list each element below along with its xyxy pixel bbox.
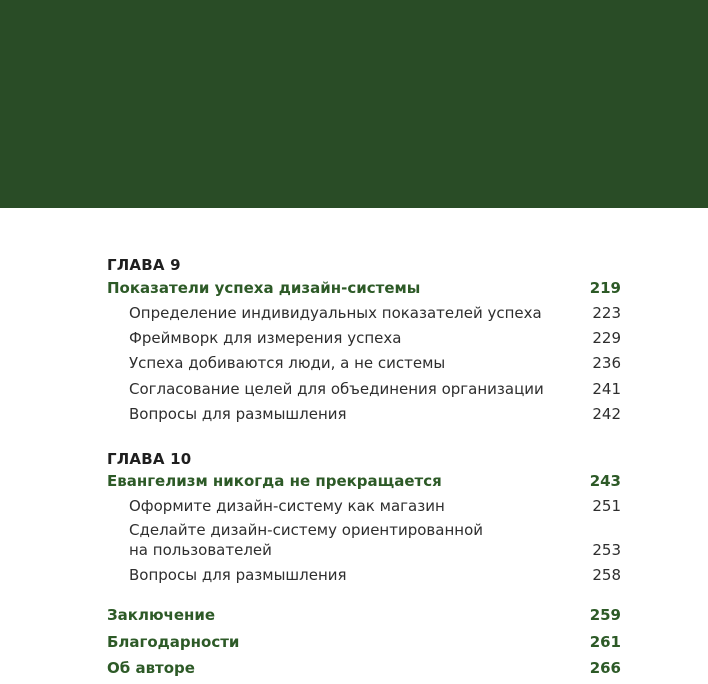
toc-item-page: 241 [592,380,621,398]
toc-item-page: 229 [592,329,621,347]
toc-item-title: Вопросы для размышления [129,405,347,423]
backmatter-page: 259 [589,606,621,624]
toc-item-title: Вопросы для размышления [129,566,347,584]
toc-item-page: 251 [592,497,621,515]
toc-item-page: 242 [592,405,621,423]
toc-item-page: 258 [592,566,621,584]
toc-item-title: Согласование целей для объединения организации [129,380,544,398]
chapter-9-page: 219 [589,279,621,297]
toc-item-title-line-2: на пользователей [129,541,272,559]
toc-item-title: Успеха добиваются люди, а не системы [129,354,446,372]
backmatter-page: 266 [589,659,621,677]
toc-item-title [129,520,483,560]
toc-item-page: 253 [592,541,621,559]
toc-item-title: Оформите дизайн-систему как магазин [129,497,445,515]
toc-item-page: 236 [592,354,621,372]
chapter-9-label: ГЛАВА 9 [107,256,181,274]
toc-item-page: 223 [592,304,621,322]
chapter-9-title: Показатели успеха дизайн-системы [107,279,421,297]
toc-item-title: Фреймворк для измерения успеха [129,329,402,347]
backmatter-title: Заключение [107,606,216,624]
backmatter-title: Благодарности [107,633,240,651]
backmatter-page: 261 [589,633,621,651]
toc-item-title-line-1: Сделайте дизайн-систему ориентированной [129,521,484,539]
backmatter-title: Об авторе [107,659,195,677]
chapter-10-page: 243 [589,472,621,490]
toc-item-title: Определение индивидуальных показателей успеха [129,304,542,322]
chapter-10-label: ГЛАВА 10 [107,450,192,468]
chapter-10-title: Евангелизм никогда не прекращается [107,472,442,490]
